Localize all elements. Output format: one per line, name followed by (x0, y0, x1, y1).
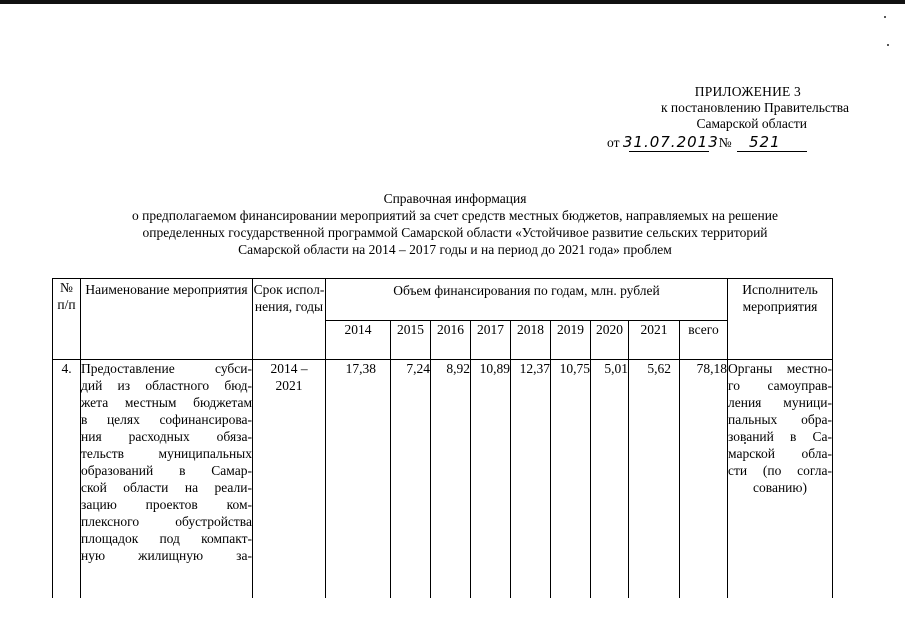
scan-speck (887, 44, 889, 46)
appendix-ref-line1: к постановлению Правительства (660, 100, 849, 115)
row-value-2015: 7,24 (391, 360, 431, 599)
heading-line: Самарской области на 2014 – 2017 годы и на период до 2021 года» проблем (238, 242, 672, 257)
funding-table (52, 278, 833, 598)
row-value-2014: 17,38 (326, 360, 391, 599)
row-value-2020: 5,01 (591, 360, 629, 599)
row-value-2016: 8,92 (431, 360, 471, 599)
heading-line: определенных государственной программой Самарской области «Устойчивое развитие сельских территорий (142, 225, 768, 240)
header-year: 2016 (431, 321, 471, 360)
row-value-2019: 10,75 (551, 360, 591, 599)
header-total: всего (680, 321, 728, 360)
date-underline (629, 151, 709, 152)
header-name: Наименование мероприятия (81, 279, 253, 360)
number-underline (737, 151, 807, 152)
handwritten-date: 31.07.2013 (622, 133, 719, 151)
row-value-2021: 5,62 (629, 360, 680, 599)
header-year: 2017 (471, 321, 511, 360)
row-value-2018: 12,37 (511, 360, 551, 599)
row-value-total: 78,18 (680, 360, 728, 599)
appendix-ref-line2: Самарской области (696, 116, 807, 131)
header-year: 2019 (551, 321, 591, 360)
row-num: 4. (53, 360, 81, 599)
header-funding: Объем финансирования по годам, млн. рублей (326, 279, 728, 321)
from-label: от (607, 135, 620, 150)
appendix-signature-line (589, 134, 849, 156)
header-year: 2015 (391, 321, 431, 360)
header-num: № п/п (53, 279, 81, 360)
row-term: 2014 – 2021 (253, 360, 326, 599)
header-term: Срок испол-нения, годы (253, 279, 326, 360)
handwritten-number: 521 (749, 133, 781, 151)
heading-line: о предполагаемом финансировании мероприятий за счет средств местных бюджетов, направляемых на решение (132, 208, 778, 223)
header-year: 2020 (591, 321, 629, 360)
scan-speck (884, 16, 886, 18)
row-name: Предоставление субси- дий из областного бюд- жета местным бюджетам в целях софинансирова- ния расходных обяза- тельств муниципальных образований в Самар- ской области на реали- зацию проектов ком- плексного обустройства площадок под компакт- ную жилищную за- (81, 360, 253, 599)
header-year: 2018 (511, 321, 551, 360)
scan-top-edge (0, 0, 905, 4)
header-year: 2021 (629, 321, 680, 360)
heading-line: Справочная информация (383, 191, 527, 206)
table-row (53, 360, 833, 599)
row-value-2017: 10,89 (471, 360, 511, 599)
appendix-title: ПРИЛОЖЕНИЕ 3 (694, 84, 801, 99)
appendix-block (589, 84, 849, 156)
row-executor: Органы местно- го самоуправ- ления муници- пальных обра- зований в Са- марской обла- сти (по согла- сованию) (728, 360, 833, 599)
header-executor: Исполнитель мероприятия (728, 279, 833, 360)
header-year: 2014 (326, 321, 391, 360)
document-heading (60, 190, 850, 258)
number-label: № (718, 135, 732, 150)
